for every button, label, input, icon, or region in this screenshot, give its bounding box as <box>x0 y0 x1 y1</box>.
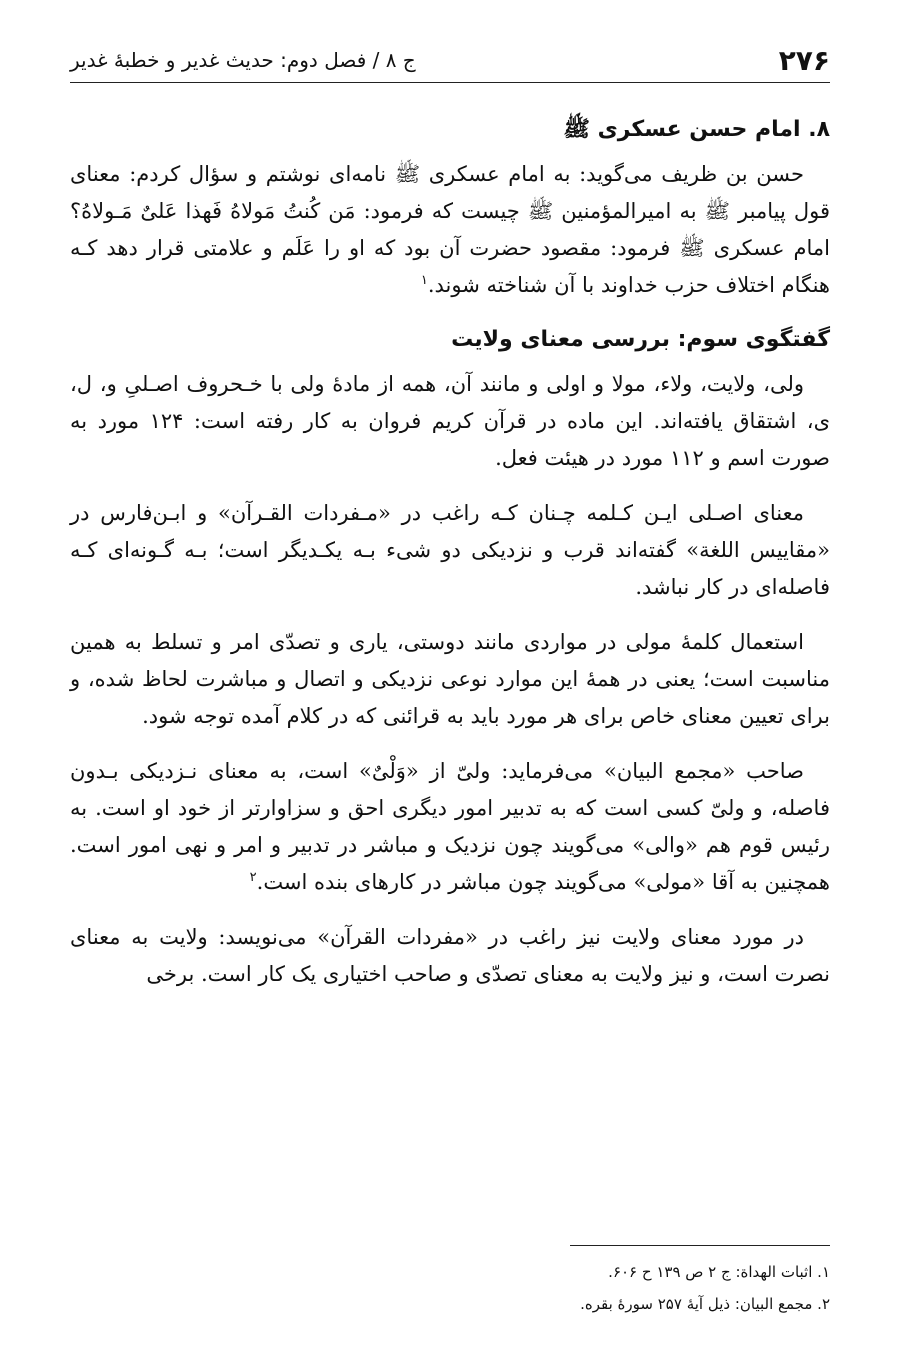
paragraph-majma-albayan <box>70 753 830 901</box>
main-text <box>70 112 830 1011</box>
paragraph-text: صاحب «مجمع البیان» می‌فرماید: ولیّ از «وَلْیٌ» است، به معنای نـزدیکی بـدون فاصله، و ولیّ کسی است که به تدبیر امور دیگری احق و سزاوارتر از خود او است. به رئیس قوم هم «والی» می‌گویند چون نزدیک و مباشر در تدبیر و امر و نهی امور است. همچنین به آقا «مولی» می‌گویند چون مباشر در کارهای بنده است. <box>70 759 830 894</box>
footnote-2: ۲. مجمع البیان: ذیل آیهٔ ۲۵۷ سورهٔ بقره. <box>580 1295 830 1313</box>
section-heading-imam-askari: ۸. امام حسن عسکری ﷺ <box>563 117 830 142</box>
paragraph-original-meaning: معنای اصـلی ایـن کـلمه چـنان کـه راغب در «مـفردات القـرآن» و ابـن‌فارس در «مقاییس اللغة» گفته‌اند قرب و نزدیکی دو شیء بـه یکـدیگر است؛ بـه گـونه‌ای کـه فاصله‌ای در کار نباشد. <box>70 501 830 599</box>
footnote-ref-2[interactable]: ۲ <box>249 870 257 885</box>
section-heading-wilayah: گفتگوی سوم: بررسی معنای ولایت <box>451 327 830 352</box>
running-title: ج ۸ / فصل دوم: حدیث غدیر و خطبهٔ غدیر <box>70 48 416 72</box>
footnote-ref-1[interactable]: ۱ <box>420 273 428 288</box>
page-header <box>70 38 830 83</box>
paragraph-root-meaning: ولی، ولایت، ولاء، مولا و اولی و مانند آن، همه از مادهٔ ولی با خـحروف اصـلیِ و، ل، ی، اشتقاق یافته‌اند. این ماده در قرآن کریم فروان به کار رفته است: ۱۲۴ مورد به صورت اسم و ۱۱۲ مورد در هیئت فعل. <box>70 372 831 470</box>
footnote-divider <box>570 1245 830 1246</box>
footnote-1: ۱. اثبات الهداة: ج ۲ ص ۱۳۹ ح ۶۰۶. <box>608 1263 830 1281</box>
paragraph-text: حسن بن ظریف می‌گوید: به امام عسکری ﷺ نامه‌ای نوشتم و سؤال کردم: معنای قول پیامبر ﷺ به امیرالمؤمنین ﷺ چیست که فرمود: مَن کُنتُ مَولاهُ فَهذا عَلیٌ مَـولاهُ؟ امام عسکری ﷺ فرمود: مقصود حضرت آن بود که او را عَلَم و علامتی قرار دهد کـه هنگام اختلاف حزب خداوند با آن شناخته شوند. <box>70 162 830 297</box>
page-number: ۲۷۶ <box>778 43 830 77</box>
footnotes <box>70 1245 830 1320</box>
paragraph-usage-mawla: استعمال کلمهٔ مولی در مواردی مانند دوستی، یاری و تصدّی امر و تسلط به همین مناسبت است؛ یعنی در همهٔ این موارد نوعی نزدیکی و اتصال و مباشرت لحاظ شده، و برای تعیین معنای خاص برای هر مورد باید به قرائنی که در کلام آمده توجه شود. <box>70 630 830 728</box>
paragraph-mufradat: در مورد معنای ولایت نیز راغب در «مفردات القرآن» می‌نویسد: ولایت به معنای نصرت است، و نیز ولایت به معنای تصدّی و صاحب اختیاری یک کار است. برخی <box>70 925 830 986</box>
paragraph-hadith-askari <box>70 156 830 304</box>
